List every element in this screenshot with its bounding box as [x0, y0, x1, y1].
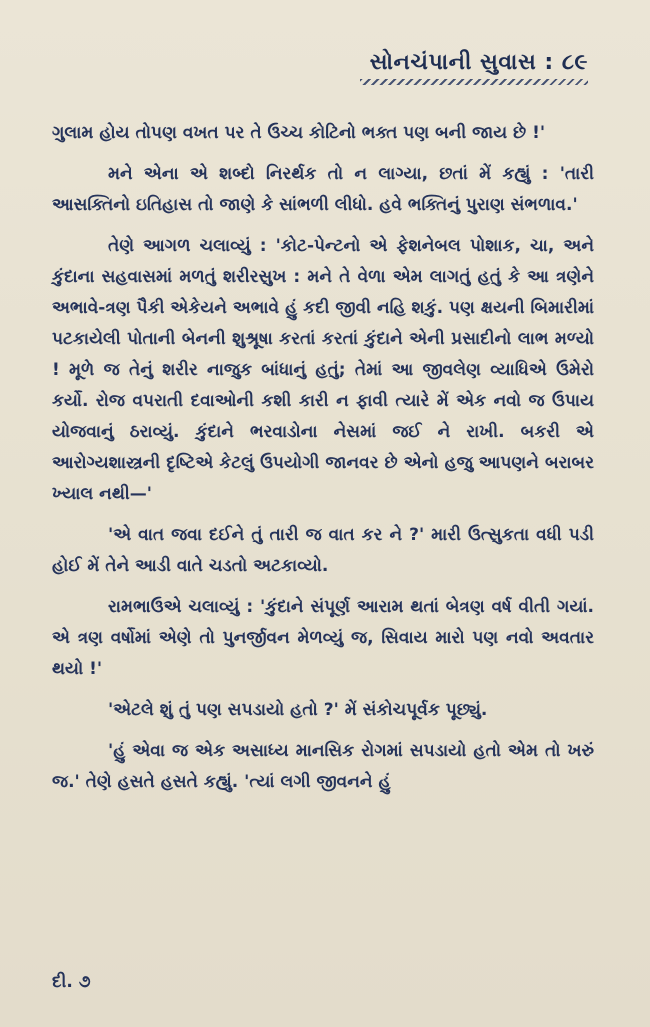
- paragraph: 'એ વાત જવા દઈને તું તારી જ વાત કર ને ?' મારી ઉત્સુકતા વધી પડી હોઈ મેં તેને આડી વાતે ચડતો અટકાવ્યો.: [52, 525, 594, 576]
- signature-mark: દી. ૭: [52, 972, 91, 992]
- paragraph: તેણે આગળ ચલાવ્યું : 'કોટ-પેન્ટનો એ ફેશનેબલ પોશાક, ચા, અને કુંદાના સહવાસમાં મળતું શરીરસુખ : મને તે વેળા એમ લાગતું હતું કે આ ત્રણેને અભાવે-ત્રણ પૈકી એકેયને અભાવે હું કદી જીવી નહિ શકું. પણ ક્ષયની બિમારીમાં પટકાયેલી પોતાની બેનની શુશ્રૂષા કરતાં કરતાં કુંદાને એની પ્રસાદીનો લાભ મળ્યો ! મૂળે જ તેનું શરીર નાજુક બાંધાનું હતું; તેમાં આ જીવલેણ વ્યાધિએ ઉમેરો કર્યો. રોજ વપરાતી દવાઓની કશી કારી ન ફાવી ત્યારે મેં એક નવો જ ઉપાય યોજવાનું ઠરાવ્યું. કુંદાને ભરવાડોના નેસમાં જઈ ને રાખી. બકરી એ આરોગ્યશાસ્ત્રની દૃષ્ટિએ કેટલું ઉપયોગી જાનવર છે એનો હજુ આપણને બરાબર ખ્યાલ નથી—': [52, 236, 594, 504]
- paragraph: 'એટલે શું તું પણ સપડાયો હતો ?' મેં સંકોચપૂર્વક પૂછ્યું.: [108, 700, 488, 720]
- page-header: [360, 50, 588, 85]
- page-body: [52, 118, 594, 808]
- paragraph: ગુલામ હોય તોપણ વખત પર તે ઉચ્ચ કોટિનો ભક્ત પણ બની જાય છે !': [52, 123, 546, 143]
- running-title: સોનચંપાની સુવાસ : ૮૯: [369, 50, 588, 75]
- paragraph: 'હું એવા જ એક અસાધ્ય માનસિક રોગમાં સપડાયો હતો એમ તો ખરું જ.' તેણે હસતે હસતે કહ્યું. 'ત્યાં લગી જીવનને હું: [52, 741, 594, 792]
- header-wavy-underline: [360, 79, 588, 85]
- paragraph: રામભાઉએ ચલાવ્યું : 'કુંદાને સંપૂર્ણ આરામ થતાં બેત્રણ વર્ષ વીતી ગયાં. એ ત્રણ વર્ષોમાં એણે તો પુનર્જીવન મેળવ્યું જ, સિવાય મારો પણ નવો અવતાર થયો !': [52, 597, 594, 679]
- paragraph: મને એના એ શબ્દો નિરર્થક તો ન લાગ્યા, છતાં મેં કહ્યું : 'તારી આસક્તિનો ઇતિહાસ તો જાણે કે સાંભળી લીધો. હવે ભક્તિનું પુરાણ સંભળાવ.': [52, 164, 594, 215]
